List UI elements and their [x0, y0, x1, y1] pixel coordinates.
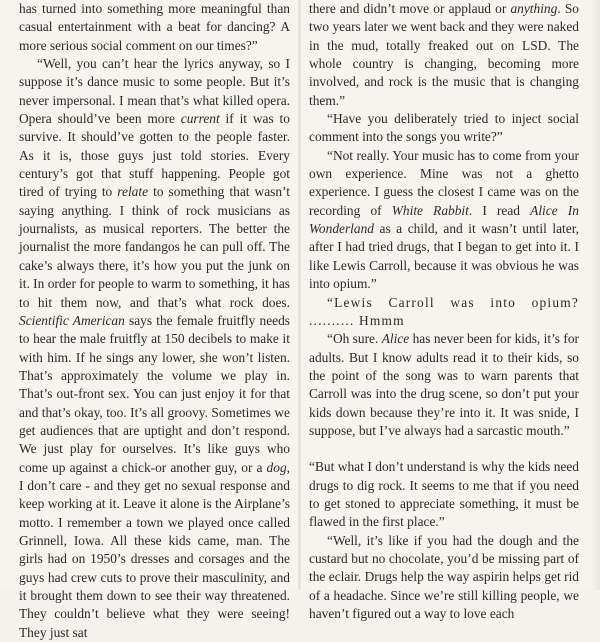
italic-word: dog	[266, 459, 287, 475]
paragraph-text: has turned into something more meaningful than casual entertainment with a beat for dancing? A more serious social comment on our times?”	[19, 1, 290, 53]
italic-title: Alice	[381, 331, 410, 347]
paragraph-text: “But what I don’t understand is why the kids need drugs to dig rock. It seems to me that if you need to get stoned to appreciate something, it must be flawed in the first place.”	[309, 459, 579, 530]
paragraph-text: as a child, and it wasn’t until later, after I had tried drugs, that I began to get into it. I like Lewis Carroll, because it was obvious he was into opium.”	[309, 221, 579, 292]
page-fold-crease	[298, 0, 301, 590]
paragraph-text: . I read	[468, 202, 531, 218]
page-edge-shadow	[590, 0, 600, 590]
paragraph-text: “Oh sure.	[327, 331, 382, 347]
right-text-column	[309, 0, 579, 623]
paragraph-text: if it was to survive. It should’ve gotten to the people faster. As it is, those guys just told stories. Every century’s got that stuff happening. People got tired of trying to	[19, 111, 290, 200]
italic-word: current	[180, 111, 220, 127]
paragraph-text: “Well, it’s like if you had the dough and the custard but no chocolate, you’d be missing part of the eclair. Drugs help the way aspirin helps get rid of a headache. Since we’re still killing people, we haven’t figured out a way to love each	[309, 532, 579, 621]
left-text-column	[19, 0, 290, 642]
paragraph	[19, 55, 290, 642]
paragraph-text: , I don’t care - and they get no sexual response and keep working at it. Leave it alone is the Airplane’s motto. I remember a town we played once called Grinnell, Iowa. All these kids came, man. The girls had on 1950’s dresses and corsages and the guys had crew cuts to prove their masculinity, and it brought them down to see their way threatened. They couldn’t believe what they were seeing! They just sat	[19, 459, 290, 640]
paragraph-text: there and didn’t move or applaud or	[309, 1, 511, 16]
italic-word: anything	[510, 1, 558, 16]
italic-title: Alice In Wonderland	[309, 202, 579, 237]
paragraph-text: “Have you deliberately tried to inject social comment into the songs you write?”	[309, 111, 579, 145]
paragraph	[309, 110, 579, 147]
paragraph-text: . So two years later we went back and they were naked in the mud, totally freaked out on LSD. The whole country is changing, becoming more involved, and rock is the music that is changing them.”	[309, 1, 579, 108]
paragraph	[309, 147, 579, 294]
italic-word: relate	[117, 184, 149, 200]
paragraph-text: “Not really. Your music has to come from your own experience. Mine was not a ghetto experience. I guess the closest I came was on the recording of	[309, 147, 579, 218]
italic-title: Scientific American	[19, 312, 125, 328]
paragraph-text: “Well, you can’t hear the lyrics anyway, so I suppose it’s dance music to some people. But it’s never impersonal. I mean that’s what killed opera. Opera should’ve been more	[19, 56, 290, 127]
paragraph-text: has never been for kids, it’s for adults. But I know adults read it to their kids, so the point of the song was to warn parents that Carroll was into the drug scene, so don’t put your kids down because they’re into it. It was snide, I suppose, but I’ve always had a sarcastic mouth.”	[309, 331, 579, 438]
paragraph	[309, 330, 579, 440]
paragraph-text: says the female fruitfly needs to hear the male fruitfly at 150 decibels to make it with him. If he sings any lower, she won’t listen. That’s approximately the volume we play in. That’s out-front sex. You can just enjoy it for that and that’s okay, too. It’s all groovy. Sometimes we get audiences that are uptight and don’t respond. We just play for ourselves. It’s like guys who come up against a chick-or another guy, or a	[19, 312, 290, 475]
paragraph	[19, 0, 290, 55]
paragraph	[309, 458, 579, 531]
paragraph-text: to something that wasn’t saying anything. I think of rock musicians as journalists, as musical reporters. The better the journalist the more fandangos he can pull off. The cake’s always there, it’s how you put the junk on it. In order for people to warm to something, it has to hit them now, and that’s what rock does.	[19, 184, 290, 310]
paragraph	[309, 0, 579, 110]
paragraph	[309, 294, 579, 331]
paragraph-text: “Lewis Carroll was into opium? .......... Hmmm	[309, 294, 579, 328]
paragraph	[309, 532, 579, 624]
italic-title: White Rabbit	[391, 202, 469, 218]
